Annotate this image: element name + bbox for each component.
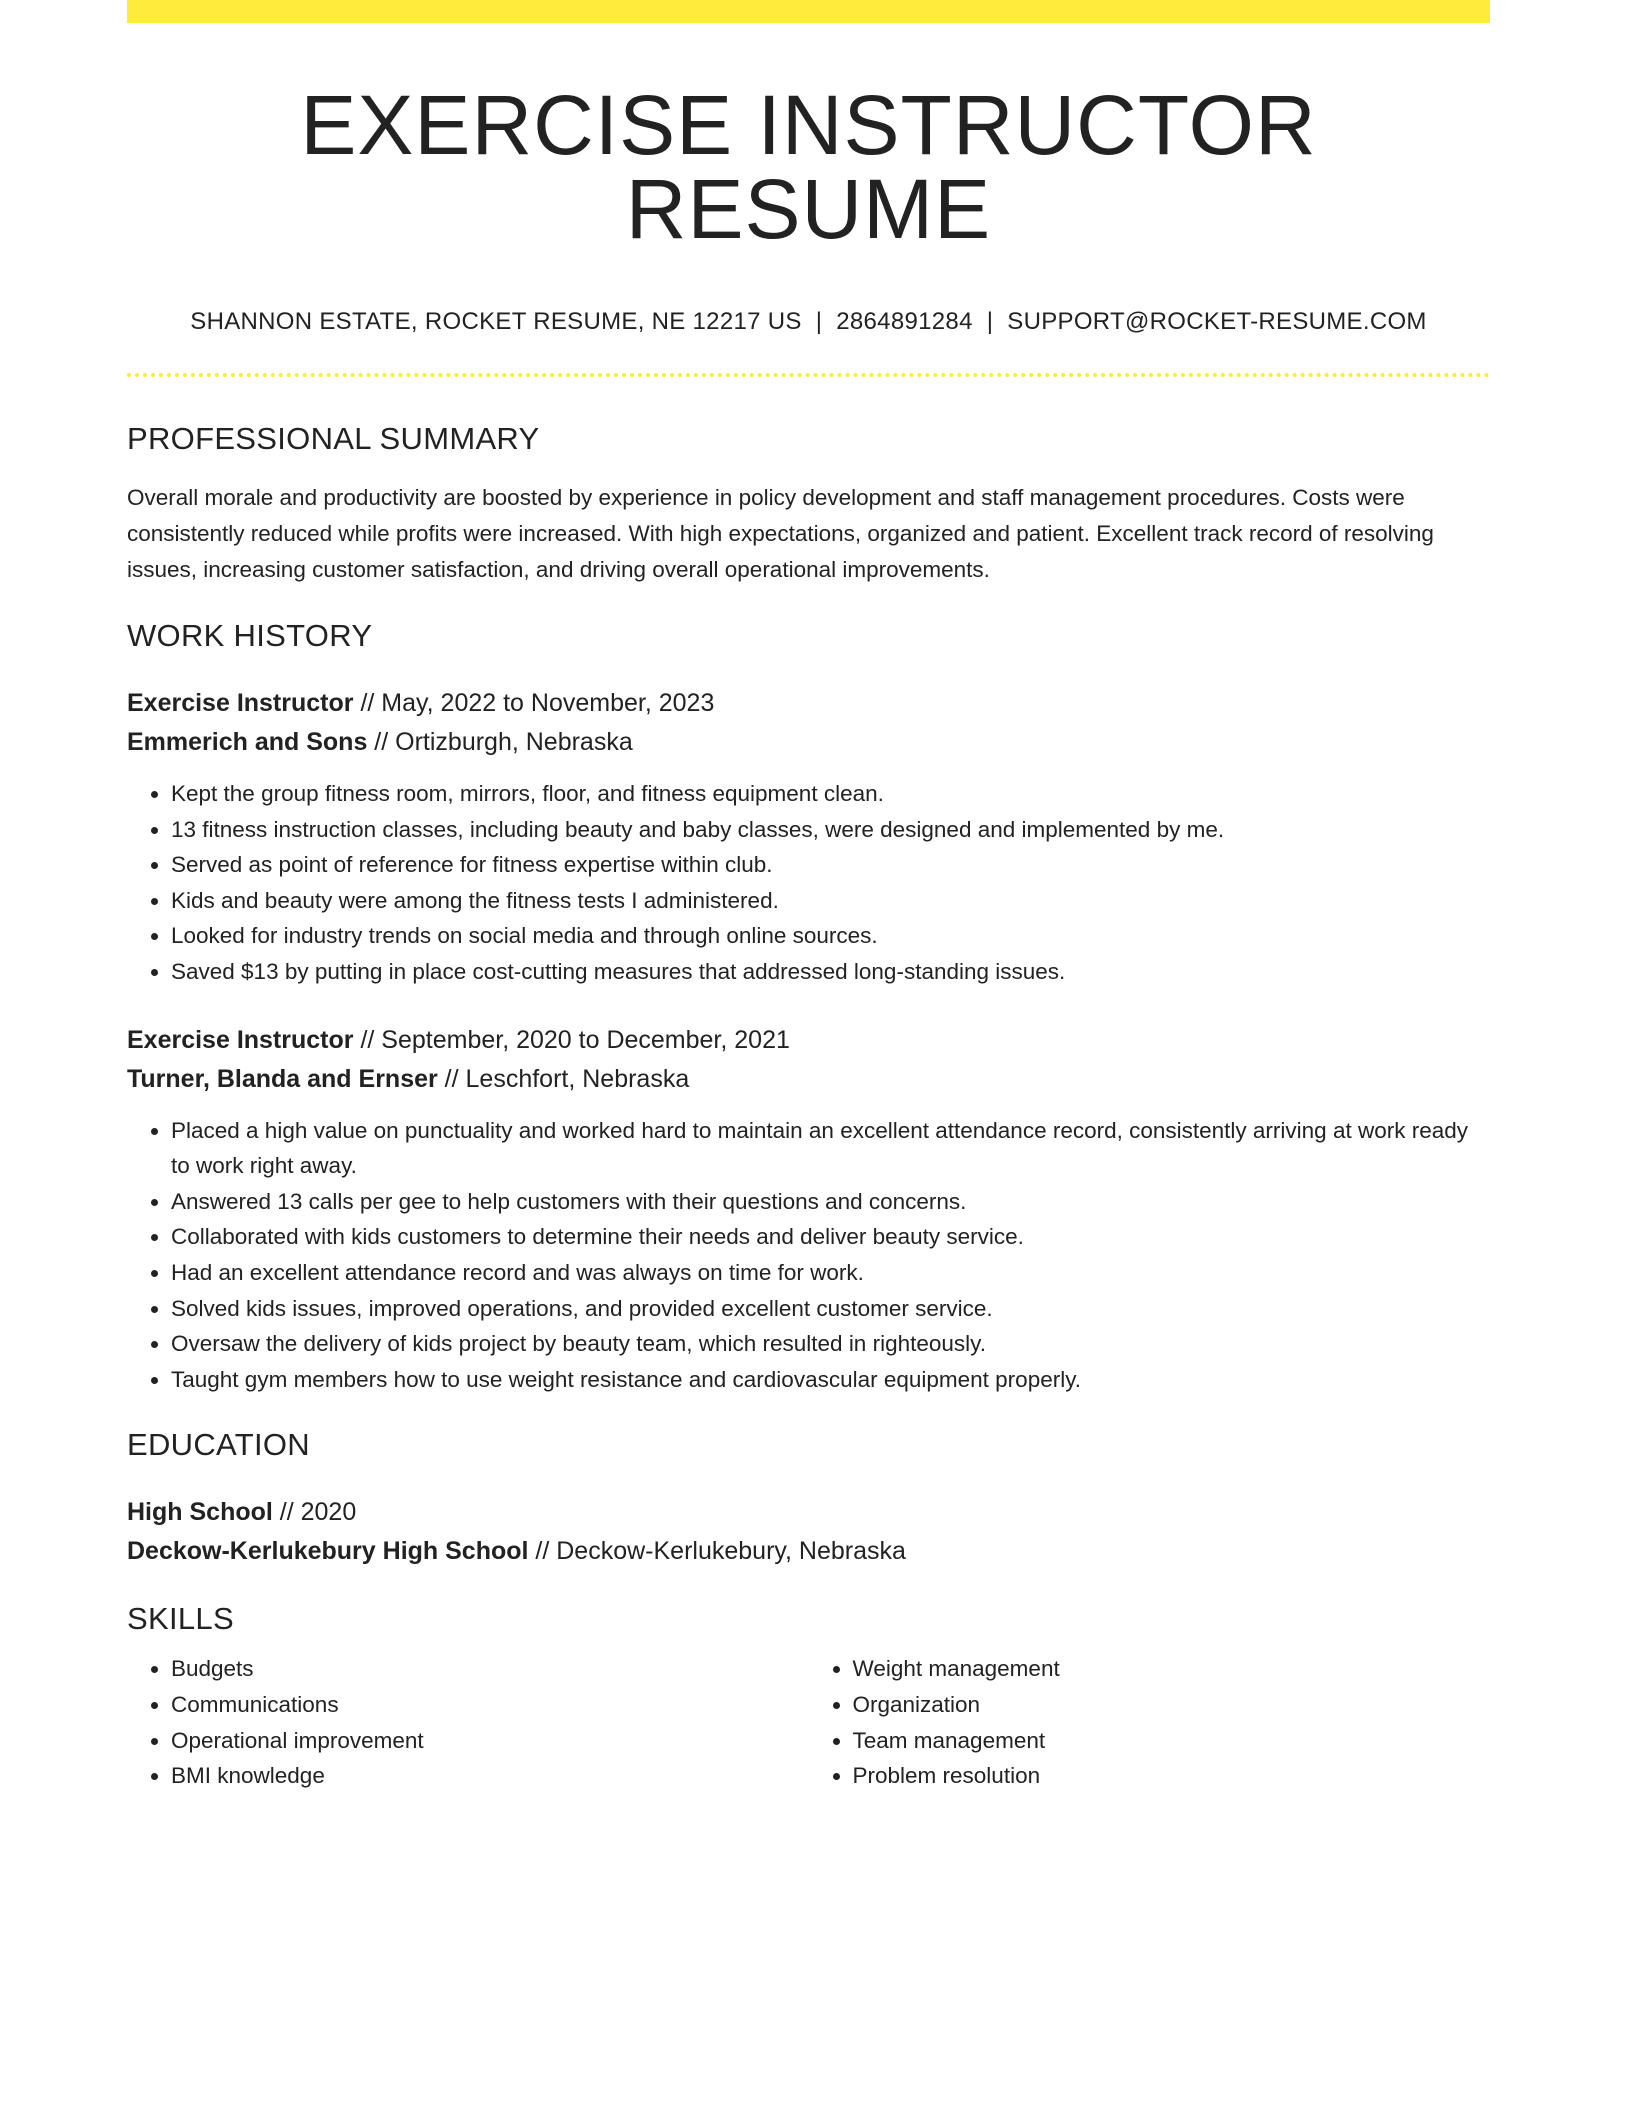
list-item: • Answered 13 calls per gee to help customers with their questions and concerns. [171, 1184, 1490, 1220]
resume-page [127, 0, 1490, 1794]
list-item: • Communications [171, 1687, 809, 1723]
contact-separator: | [986, 308, 994, 335]
list-item: • Solved kids issues, improved operations, and provided excellent customer service. [171, 1291, 1490, 1327]
list-item: • Operational improvement [171, 1723, 809, 1759]
job-2-company-line [127, 1060, 1490, 1099]
job-1-title: Exercise Instructor [127, 689, 354, 717]
job-2-bullets [127, 1113, 1490, 1398]
list-item: • Had an excellent attendance record and was always on time for work. [171, 1255, 1490, 1291]
contact-separator: | [815, 308, 823, 335]
skills-grid [127, 1651, 1490, 1793]
resume-title: EXERCISE INSTRUCTOR RESUME [300, 78, 1317, 256]
education-year: // 2020 [272, 1498, 357, 1527]
list-item: • 13 fitness instruction classes, including beauty and baby classes, were designed and implemented by me. [171, 812, 1490, 848]
list-item: • Kept the group fitness room, mirrors, floor, and fitness equipment clean. [171, 776, 1490, 812]
job-2-location: // Leschfort, Nebraska [437, 1064, 690, 1093]
list-item: • Team management [853, 1723, 1491, 1759]
job-1-location: // Ortizburgh, Nebraska [367, 728, 633, 756]
education-location: // Deckow-Kerlukebury, Nebraska [528, 1537, 906, 1566]
work-history-heading: WORK HISTORY [127, 618, 373, 653]
skills-right-list [809, 1651, 1491, 1793]
list-item: • Placed a high value on punctuality and worked hard to maintain an excellent attendance record, consistently arriving at work ready to work right away. [171, 1113, 1490, 1184]
list-item: • Kids and beauty were among the fitness tests I administered. [171, 883, 1490, 919]
list-item: • Budgets [171, 1651, 809, 1687]
list-item: • Organization [853, 1687, 1491, 1723]
job-2-dates: // September, 2020 to December, 2021 [353, 1025, 790, 1054]
education-degree: High School [127, 1498, 273, 1527]
job-2-title: Exercise Instructor [127, 1025, 354, 1054]
list-item: • Collaborated with kids customers to determine their needs and deliver beauty service. [171, 1219, 1490, 1255]
contact-line [127, 308, 1490, 336]
job-1-company: Emmerich and Sons [127, 728, 368, 756]
contact-phone: 2864891284 [836, 308, 973, 335]
list-item: • Weight management [853, 1651, 1491, 1687]
education-heading: EDUCATION [127, 1427, 310, 1463]
list-item: • Oversaw the delivery of kids project by beauty team, which resulted in righteously. [171, 1326, 1490, 1362]
job-2-title-line [127, 1021, 1490, 1060]
job-1-dates: // May, 2022 to November, 2023 [353, 689, 715, 717]
list-item: • Looked for industry trends on social media and through online sources. [171, 918, 1490, 954]
education-school-line [127, 1532, 1490, 1571]
list-item: • BMI knowledge [171, 1758, 809, 1794]
job-2-company: Turner, Blanda and Ernser [127, 1064, 438, 1093]
contact-email: SUPPORT@ROCKET-RESUME.COM [1007, 308, 1427, 335]
summary-text: Overall morale and productivity are boosted by experience in policy development and staff management procedures. Costs were consistently reduced while profits were increased. With high expectations, organized and patient. Excellent track record of resolving issues, increasing customer satisfaction, and driving overall operational improvements. [127, 485, 1434, 582]
summary-heading: PROFESSIONAL SUMMARY [127, 421, 540, 456]
education-degree-line [127, 1493, 1490, 1532]
skills-heading: SKILLS [127, 1601, 234, 1637]
list-item: • Served as point of reference for fitness expertise within club. [171, 847, 1490, 883]
list-item: • Problem resolution [853, 1758, 1491, 1794]
skills-left-list [127, 1651, 809, 1793]
job-1-bullets [127, 776, 1490, 990]
list-item: • Saved $13 by putting in place cost-cutting measures that addressed long-standing issues. [171, 954, 1490, 990]
job-1-company-line [127, 723, 1490, 762]
contact-address: SHANNON ESTATE, ROCKET RESUME, NE 12217 US [190, 308, 802, 335]
education-school: Deckow-Kerlukebury High School [127, 1537, 529, 1566]
accent-bar [127, 0, 1490, 23]
job-1-title-line [127, 684, 1490, 723]
list-item: • Taught gym members how to use weight resistance and cardiovascular equipment properly. [171, 1362, 1490, 1398]
dotted-divider [127, 373, 1490, 377]
